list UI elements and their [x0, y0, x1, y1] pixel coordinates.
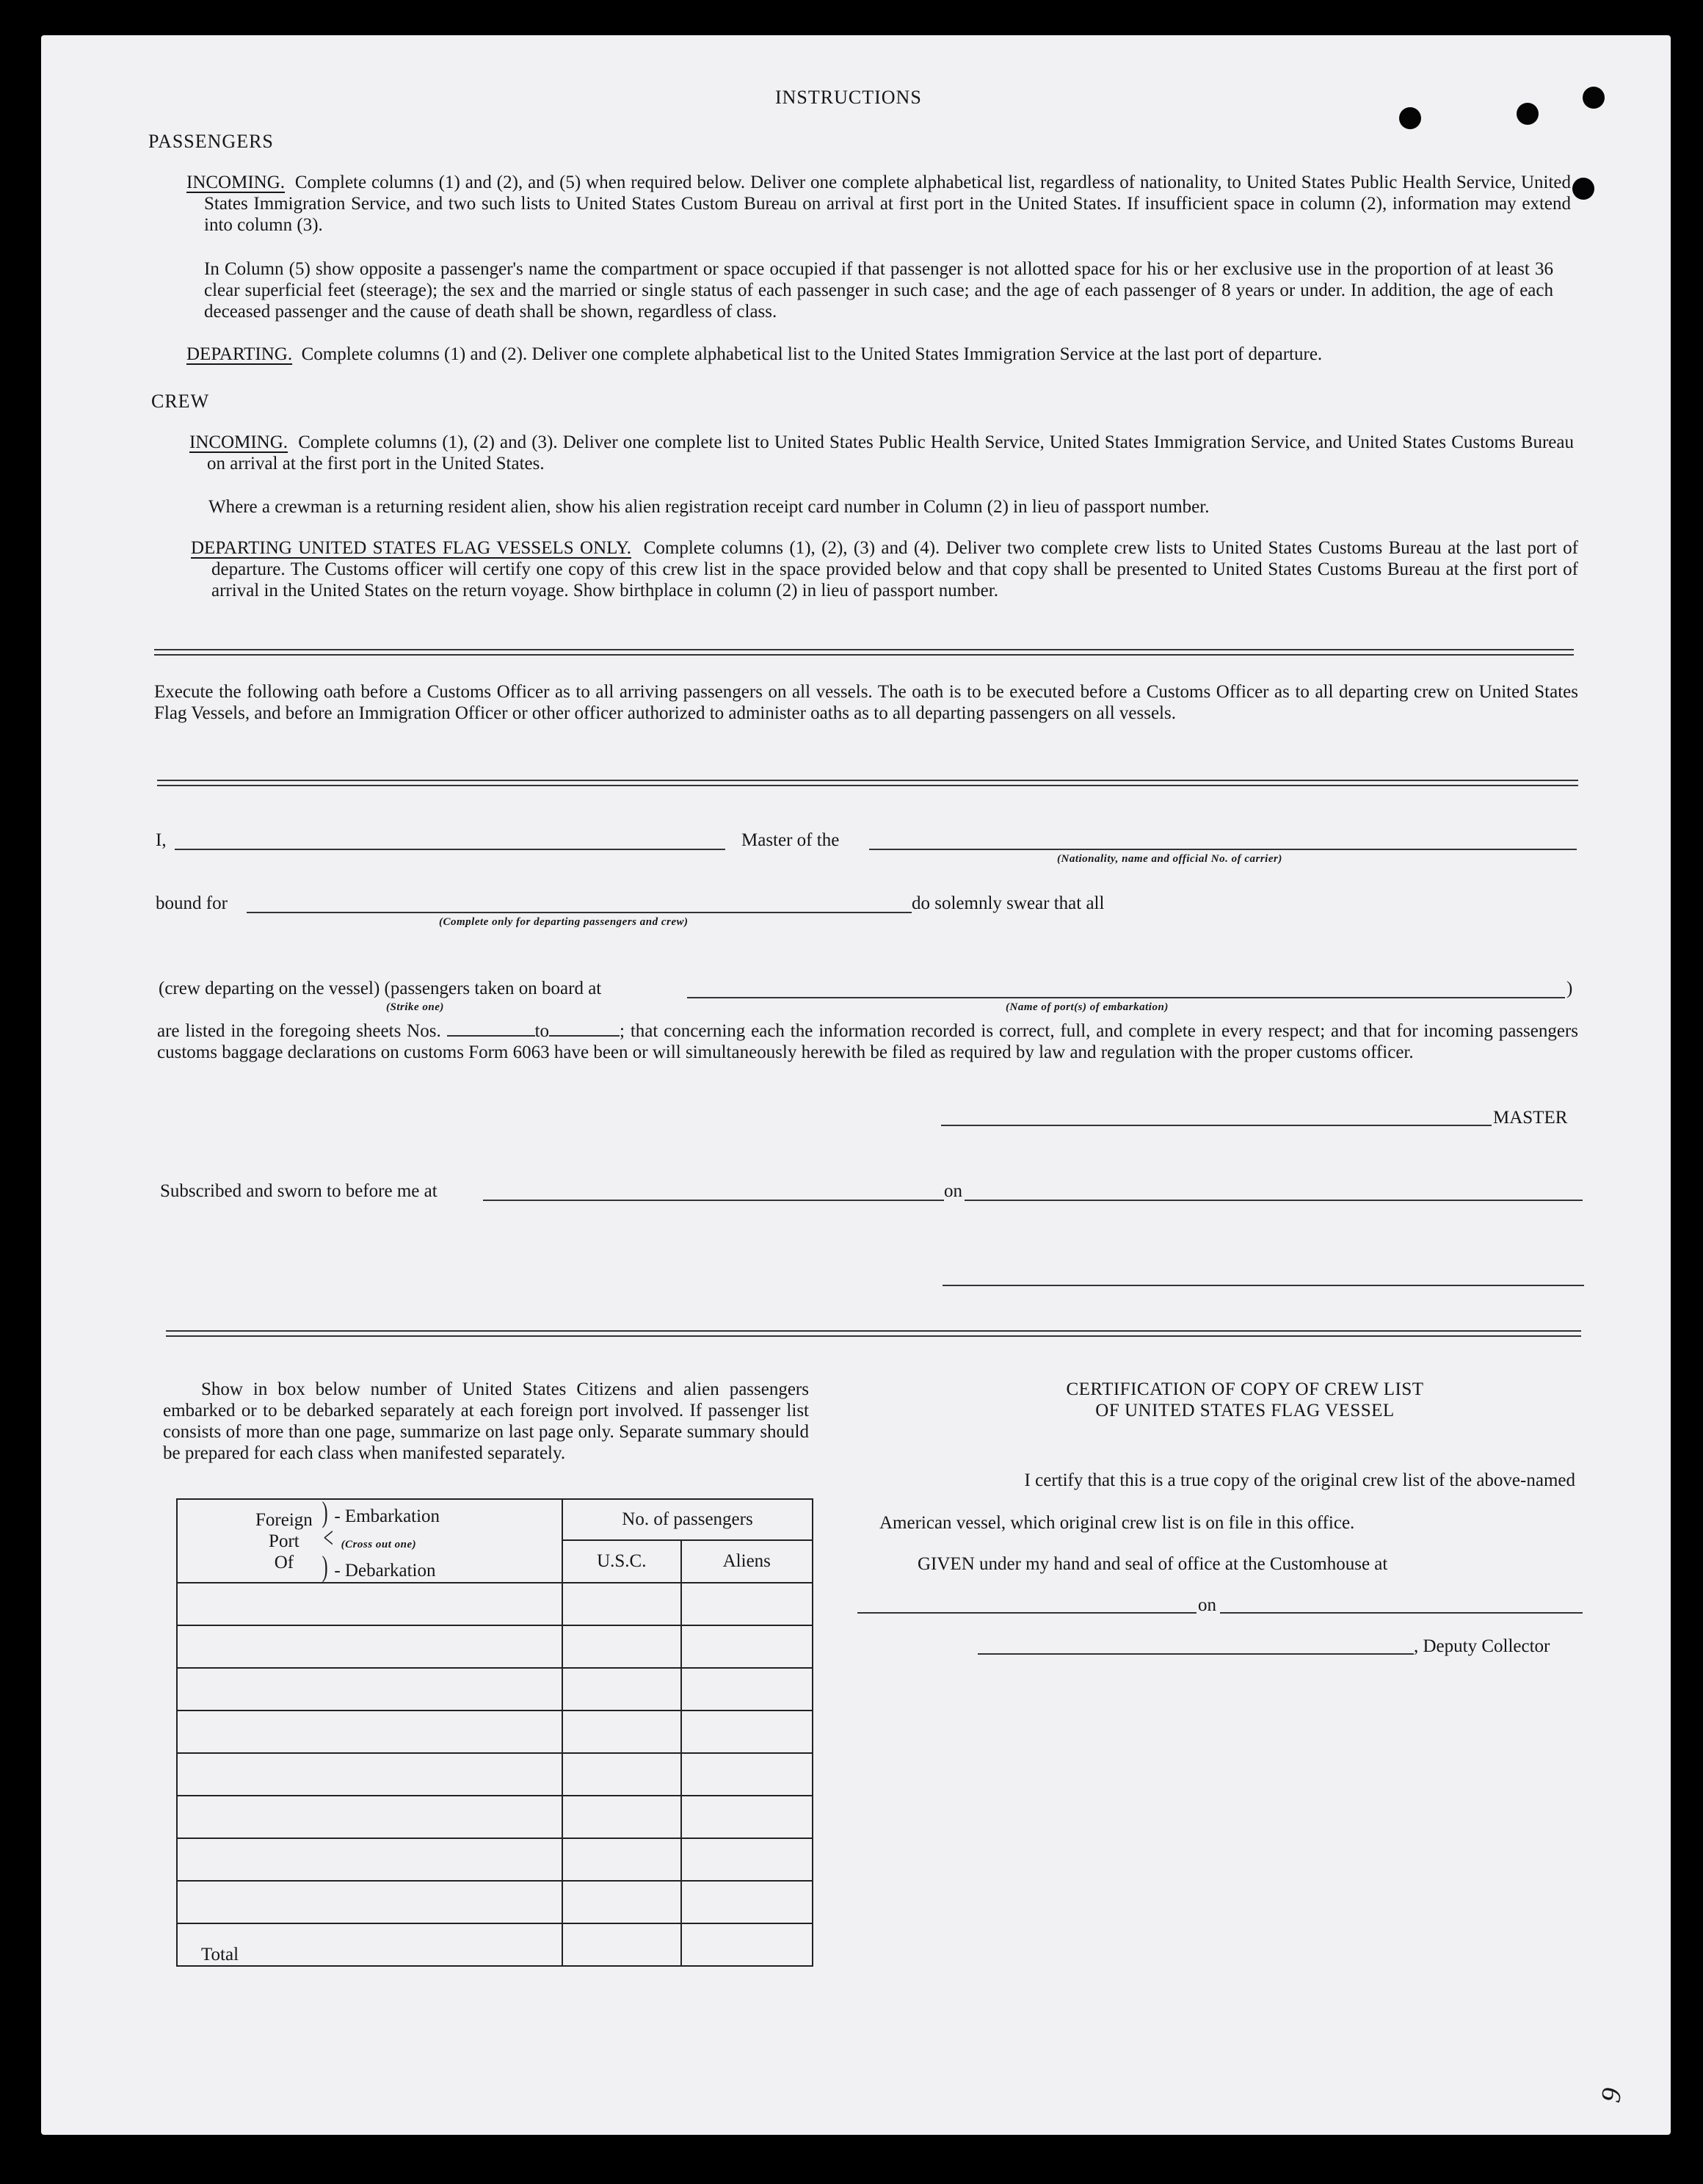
- certification-title-line2: OF UNITED STATES FLAG VESSEL: [1095, 1401, 1395, 1421]
- certify-text: I certify that this is a true copy of the original crew list of the above-named: [1024, 1470, 1575, 1490]
- section-divider: [154, 649, 1574, 656]
- carrier-caption: (Nationality, name and official No. of carrier): [1057, 853, 1282, 865]
- embarkation-label[interactable]: - Embarkation: [334, 1506, 440, 1526]
- total-label: [177, 1923, 562, 1966]
- sheet-to-field[interactable]: [549, 1020, 620, 1037]
- aliens-cell[interactable]: [681, 1668, 813, 1710]
- port-cell[interactable]: [177, 1668, 562, 1710]
- i-label: I,: [156, 830, 167, 850]
- punch-hole: [1572, 178, 1594, 200]
- crew-incoming-label: INCOMING.: [189, 432, 288, 452]
- brace-glyph: <: [323, 1520, 333, 1554]
- bound-for-field[interactable]: [247, 912, 912, 913]
- table-row: [177, 1881, 813, 1923]
- listed-paragraph: [157, 1020, 1578, 1063]
- aliens-cell[interactable]: [681, 1583, 813, 1625]
- summary-instructions: Show in box below number of United States Citizens and alien passengers embarked or to be debarked separately at each foreign port involved. If passenger list consists of more than one page, summarize on last page only. Separate summary should be prepared for each class when manifested separately.: [163, 1379, 809, 1463]
- american-text: American vessel, which original crew list is on file in this office.: [879, 1513, 1355, 1533]
- port-label: Port: [269, 1531, 299, 1551]
- passengers-heading: PASSENGERS: [148, 131, 274, 152]
- ports-caption: (Name of port(s) of embarkation): [1006, 1001, 1169, 1013]
- certification-title-line1: CERTIFICATION OF COPY OF CREW LIST: [1066, 1379, 1424, 1399]
- usc-cell[interactable]: [562, 1881, 681, 1923]
- no-passengers-header: No. of passengers: [562, 1499, 813, 1540]
- aliens-total-cell[interactable]: [681, 1923, 813, 1966]
- aliens-cell[interactable]: [681, 1838, 813, 1881]
- port-cell[interactable]: [177, 1583, 562, 1625]
- table-row: [177, 1838, 813, 1881]
- usc-cell[interactable]: [562, 1710, 681, 1753]
- port-cell[interactable]: [177, 1710, 562, 1753]
- master-signature-field[interactable]: [941, 1125, 1492, 1126]
- deputy-label: , Deputy Collector: [1414, 1636, 1550, 1656]
- passengers-incoming-paragraph: [186, 172, 1571, 236]
- usc-header: U.S.C.: [562, 1540, 681, 1583]
- port-cell[interactable]: [177, 1625, 562, 1668]
- bound-caption: (Complete only for departing passengers and crew): [439, 916, 689, 928]
- crew-departing-paragraph: [191, 537, 1578, 601]
- sheet-from-field[interactable]: [447, 1020, 535, 1037]
- form-page: [41, 35, 1671, 2135]
- aliens-cell[interactable]: [681, 1710, 813, 1753]
- cert-date-field[interactable]: [1220, 1612, 1583, 1614]
- crew-heading: CREW: [151, 391, 210, 412]
- total-row: [177, 1923, 813, 1966]
- passengers-departing-text: Complete columns (1) and (2). Deliver one complete alphabetical list to the United States Immigration Service at the last port of departure.: [301, 344, 1323, 364]
- usc-cell[interactable]: [562, 1753, 681, 1796]
- section-divider: [166, 1330, 1581, 1337]
- cert-on-label: on: [1198, 1595, 1216, 1615]
- given-text: GIVEN under my hand and seal of office at the Customhouse at: [918, 1554, 1388, 1574]
- deputy-signature-field[interactable]: [978, 1653, 1414, 1655]
- table-row: [177, 1625, 813, 1668]
- master-of-label: Master of the: [741, 830, 840, 850]
- table-row: [177, 1668, 813, 1710]
- table-row: [177, 1583, 813, 1625]
- crew-incoming-paragraph: [189, 432, 1574, 474]
- foreign-label: Foreign: [255, 1509, 313, 1530]
- total-text: Total: [201, 1945, 239, 1964]
- handwritten-page-number: 9: [1595, 2085, 1628, 2105]
- oath-instructions: Execute the following oath before a Customs Officer as to all arriving passengers on all vessels. The oath is to be executed before a Customs Officer as to all departing crew on United States Flag Vessels, and before an Immigration Officer or other officer authorized to administer oaths as to all departing passengers on all vessels.: [154, 682, 1578, 723]
- listed-rest: ; that concerning each the information recorded is correct, full, and complete in every respect; and that for incoming passengers customs baggage declarations on customs Form 6063 have been or will simultaneously herewith be filed as required by law and regulation with the proper customs officer.: [157, 1021, 1578, 1062]
- table-row: [177, 1753, 813, 1796]
- usc-cell[interactable]: [562, 1668, 681, 1710]
- brace-glyph: ): [322, 1549, 328, 1583]
- punch-hole: [1583, 87, 1605, 109]
- aliens-header: Aliens: [681, 1540, 813, 1583]
- brace-glyph: ): [322, 1495, 328, 1528]
- crew-incoming-text: Complete columns (1), (2) and (3). Deliver one complete list to United States Public Health Service, United States Immigration Service, and United States Customs Bureau on arrival at the first port in the United States.: [207, 432, 1574, 474]
- instructions-title: INSTRUCTIONS: [775, 87, 922, 108]
- subscribed-label: Subscribed and sworn to before me at: [160, 1181, 437, 1201]
- section-divider: [157, 780, 1578, 786]
- bound-for-label: bound for: [156, 893, 228, 913]
- customhouse-field[interactable]: [857, 1612, 1197, 1614]
- port-cell[interactable]: [177, 1838, 562, 1881]
- punch-hole: [1517, 103, 1539, 125]
- crew-departing-text: Complete columns (1), (2), (3) and (4). Deliver two complete crew lists to United States Customs Bureau at the last port of departure. The Customs officer will certify one copy of this crew list in the space provided below and that copy shall be presented to United States Customs Bureau at the first port of arrival in the United States on the return voyage. Show birthplace in column (2) in lieu of passport number.: [211, 538, 1578, 601]
- passengers-incoming-text: Complete columns (1) and (2), and (5) when required below. Deliver one complete alphabetical list, regardless of nationality, to United States Public Health Service, United States Immigration Service, and two such lists to United States Custom Bureau on arrival at first port in the United States. If insufficient space in column (2), information may extend into column (3).: [204, 173, 1572, 235]
- aliens-cell[interactable]: [681, 1625, 813, 1668]
- certification-title: [919, 1379, 1571, 1421]
- aliens-cell[interactable]: [681, 1753, 813, 1796]
- master-name-field[interactable]: [175, 849, 725, 850]
- cross-out-caption: (Cross out one): [341, 1538, 417, 1550]
- usc-cell[interactable]: [562, 1796, 681, 1838]
- to-label: to: [534, 1021, 550, 1041]
- aliens-cell[interactable]: [681, 1881, 813, 1923]
- passengers-departing-paragraph: [186, 344, 1559, 365]
- master-label: MASTER: [1493, 1108, 1568, 1128]
- of-label: Of: [274, 1552, 294, 1572]
- foreign-port-header: [177, 1495, 562, 1583]
- sworn-place-field[interactable]: [483, 1200, 944, 1201]
- port-cell[interactable]: [177, 1881, 562, 1923]
- crew-passengers-label: (crew departing on the vessel) (passengers taken on board at: [159, 979, 602, 998]
- table-row: [177, 1710, 813, 1753]
- table-row: [177, 1796, 813, 1838]
- crew-resident-paragraph: Where a crewman is a returning resident alien, show his alien registration receipt card number in Column (2) in lieu of passport number.: [208, 497, 1210, 517]
- strike-caption: (Strike one): [386, 1001, 444, 1013]
- crew-departing-label: DEPARTING UNITED STATES FLAG VESSELS ONLY.: [191, 538, 631, 558]
- punch-hole: [1399, 107, 1421, 129]
- close-paren: ): [1566, 979, 1573, 998]
- debarkation-label[interactable]: - Debarkation: [334, 1560, 436, 1581]
- passenger-summary-table: [176, 1495, 813, 1967]
- usc-cell[interactable]: [562, 1838, 681, 1881]
- passengers-departing-label: DEPARTING.: [186, 344, 293, 364]
- usc-cell[interactable]: [562, 1583, 681, 1625]
- passengers-column5-paragraph: In Column (5) show opposite a passenger's name the compartment or space occupied if that passenger is not allotted space for his or her exclusive use in the proportion of at least 36 clear superficial feet (steerage); the sex and the married or single status of each passenger in such case; and the age of each passenger of 8 years or under. In addition, the age of each deceased passenger and the cause of death shall be shown, regardless of class.: [204, 259, 1553, 322]
- swear-label: do solemnly swear that all: [912, 893, 1105, 913]
- sworn-on-label: on: [944, 1181, 962, 1201]
- carrier-field[interactable]: [869, 849, 1577, 850]
- listed-prefix: are listed in the foregoing sheets Nos.: [157, 1021, 441, 1041]
- passengers-incoming-label: INCOMING.: [186, 173, 286, 192]
- usc-total-cell[interactable]: [562, 1923, 681, 1966]
- port-cell[interactable]: [177, 1796, 562, 1838]
- sworn-date-field[interactable]: [965, 1200, 1583, 1201]
- port-cell[interactable]: [177, 1753, 562, 1796]
- usc-cell[interactable]: [562, 1625, 681, 1668]
- aliens-cell[interactable]: [681, 1796, 813, 1838]
- embarkation-ports-field[interactable]: [687, 997, 1565, 998]
- officer-signature-field[interactable]: [943, 1285, 1584, 1286]
